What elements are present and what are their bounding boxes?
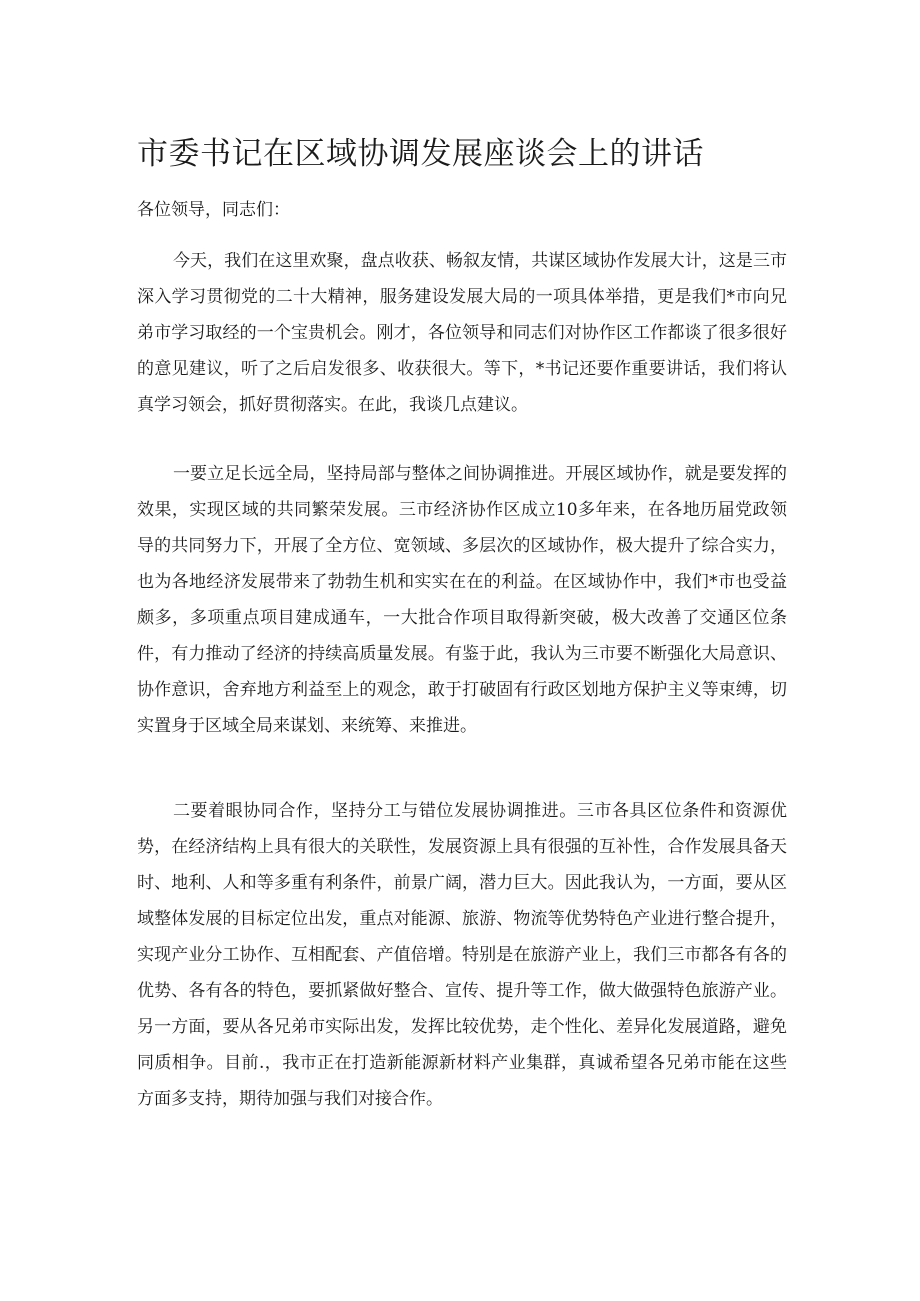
paragraph-point-two: 二要着眼协同合作，坚持分工与错位发展协调推进。三市各具区位条件和资源优势，在经济结构上具有很大的关联性，发展资源上具有很强的互补性，合作发展具备天时、地利、人和等多重有利条件，前景广阔，潜力巨大。因此我认为，一方面，要从区域整体发展的目标定位出发，重点对能源、旅游、物流等优势特色产业进行整合提升，实现产业分工协作、互相配套、产值倍增。特别是在旅游产业上，我们三市都各有各的优势、各有各的特色，要抓紧做好整合、宣传、提升等工作，做大做强特色旅游产业。另一方面，要从各兄弟市实际出发，发挥比较优势，走个性化、差异化发展道路，避免同质相争。目前.，我市正在打造新能源新材料产业集群，真诚希望各兄弟市能在这些方面多支持，期待加强与我们对接合作。	[137, 801, 787, 1109]
greeting: 各位领导，同志们：	[137, 200, 290, 220]
paragraph-point-one: 一要立足长远全局，坚持局部与整体之间协调推进。开展区域协作，就是要发挥的效果，实现区域的共同繁荣发展。三市经济协作区成立10多年来，在各地历届党政领导的共同努力下，开展了全方位、宽领域、多层次的区域协作，极大提升了综合实力，也为各地经济发展带来了勃勃生机和实实在在的利益。在区域协作中，我们*市也受益颇多，多项重点项目建成通车，一大批合作项目取得新突破，极大改善了交通区位条件，有力推动了经济的持续高质量发展。有鉴于此，我认为三市要不断强化大局意识、协作意识，舍弃地方利益至上的观念，敢于打破固有行政区划地方保护主义等束缚，切实置身于区域全局来谋划、来统筹、来推进。	[137, 464, 787, 736]
document-title: 市委书记在区域协调发展座谈会上的讲话	[137, 136, 704, 172]
paragraph-intro: 今天，我们在这里欢聚，盘点收获、畅叙友情，共谋区域协作发展大计，这是三市深入学习贯彻党的二十大精神，服务建设发展大局的一项具体举措，更是我们*市向兄弟市学习取经的一个宝贵机会。刚才，各位领导和同志们对协作区工作都谈了很多很好的意见建议，听了之后启发很多、收获很大。等下，*书记还要作重要讲话，我们将认真学习领会，抓好贯彻落实。在此，我谈几点建议。	[137, 251, 787, 415]
